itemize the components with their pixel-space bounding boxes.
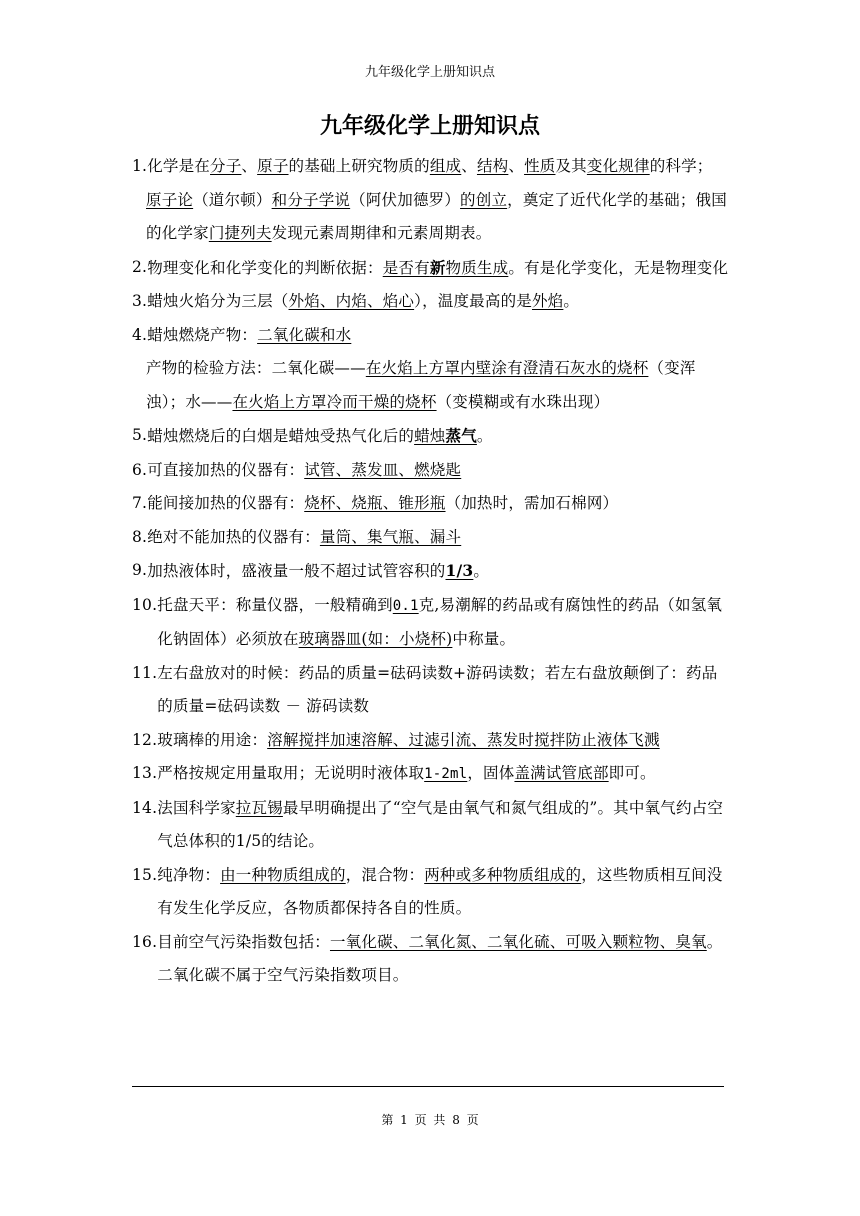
item-number: 7. <box>132 494 148 512</box>
item-number: 13. <box>132 764 158 782</box>
text-run: 绝对不能加热的仪器有： <box>147 527 320 546</box>
key-value: 1-2ml <box>424 766 468 782</box>
item-text <box>157 657 732 724</box>
key-term-bold: 蒸气 <box>445 426 477 445</box>
text-run: 。有是化学变化，无是物理变化 <box>508 258 729 277</box>
item-number: 16. <box>132 932 158 951</box>
key-term: 门捷列夫 <box>208 224 272 242</box>
key-term: 原子论 <box>146 190 194 209</box>
key-value: 0.1 <box>392 597 419 614</box>
key-term-bold: 1/3 <box>445 561 474 580</box>
list-item <box>132 657 732 724</box>
text-run: 目前空气污染指数包括： <box>157 932 330 951</box>
key-term: 由一种物质组成的 <box>220 865 346 884</box>
item-number: 5. <box>132 426 148 444</box>
key-term: 蜡烛 <box>414 427 446 445</box>
item-number: 3. <box>132 292 148 310</box>
item-text <box>147 419 732 454</box>
list-item-continuation <box>132 184 732 251</box>
item-number: 2. <box>132 257 148 276</box>
key-term: 在火焰上方罩内壁涂有澄清石灰水的烧杯 <box>365 359 649 377</box>
key-term: 溶解搅拌加速溶解、过滤引流、蒸发时搅拌防止液体飞溅 <box>267 730 660 749</box>
running-header: 九年级化学上册知识点 <box>364 65 495 80</box>
list-item <box>132 487 732 521</box>
text-run: ，这些物质相互间没有发生化学反应，各物质都保持各自的性质。 <box>157 865 723 917</box>
text-run: 蜡烛火焰分为三层（ <box>147 292 289 310</box>
text-run: （道尔顿） <box>193 190 272 209</box>
text-run: 的科学； <box>649 157 713 175</box>
text-run: 。二氧化碳不属于空气污染指数项目。 <box>157 932 723 984</box>
text-run: 即可。 <box>608 764 656 782</box>
key-term: 是否有 <box>382 258 430 277</box>
key-term: 两种或多种物质组成的 <box>424 865 582 884</box>
footer-divider <box>132 1086 724 1087</box>
text-run: 、 <box>461 157 477 175</box>
list-item <box>132 285 732 319</box>
list-item <box>132 251 732 286</box>
key-term: 组成 <box>429 157 462 175</box>
text-run: 托盘天平：称量仪器，一般精确到 <box>157 595 393 614</box>
text-run: 。 <box>476 427 493 445</box>
list-item-continuation <box>132 352 732 419</box>
text-run: 。 <box>563 292 580 310</box>
list-item <box>132 454 732 488</box>
key-term: 和分子学说 <box>271 190 351 209</box>
text-run: （变模糊或有水珠出现） <box>436 392 610 411</box>
text-run: （阿伏加德罗） <box>350 190 461 209</box>
list-item <box>132 757 732 792</box>
item-text <box>157 724 732 758</box>
list-item <box>132 859 732 926</box>
item-text <box>157 589 732 657</box>
item-number: 12. <box>132 730 158 749</box>
text-run: ，混合物： <box>345 865 425 884</box>
text-run: 、 <box>508 157 525 175</box>
text-run: 纯净物： <box>157 865 221 884</box>
key-term: 拉瓦锡 <box>235 798 283 817</box>
text-run: 左右盘放对的时候：药品的质量=砝码读数+游码读数；若左右盘放颠倒了：药品的质量=砝码读数 － 游码读数 <box>157 663 718 715</box>
text-run: 玻璃棒的用途： <box>157 730 268 749</box>
key-term: 量筒、集气瓶、漏斗 <box>319 527 462 546</box>
text-run: 。 <box>473 562 490 580</box>
text-run: ，固体 <box>467 764 515 782</box>
page-number: 第 1 页 共 8 页 <box>381 1113 479 1127</box>
text-run: 法国科学家 <box>157 798 236 817</box>
text-run: （加热时，需加石棉网） <box>445 494 619 512</box>
text-run: 可直接加热的仪器有： <box>147 460 305 479</box>
item-text <box>157 792 732 859</box>
text-run: 物理变化和化学变化的判断依据： <box>147 258 383 277</box>
text-run: 蜡烛燃烧后的白烟是蜡烛受热气化后的 <box>147 427 415 445</box>
document-title: 九年级化学上册知识点 <box>319 114 540 139</box>
text-run: 中称量。 <box>452 630 516 648</box>
key-term: 结构 <box>476 157 509 175</box>
item-text <box>147 554 732 589</box>
item-text <box>147 319 732 353</box>
item-number: 6. <box>132 460 148 479</box>
item-text <box>147 487 732 521</box>
text-run: ，奠定了近代化学的基础；俄国的化学家 <box>146 190 727 242</box>
key-term: 原子 <box>257 157 289 175</box>
item-number: 8. <box>132 527 148 546</box>
text-run: 加热液体时，盛液量一般不超过试管容积的 <box>147 562 446 580</box>
text-run: 、 <box>241 157 258 175</box>
key-term: 变化规律 <box>586 157 650 175</box>
text-run: （变浑浊）；水—— <box>146 359 696 411</box>
text-run: 产物的检验方法：二氧化碳—— <box>146 359 366 377</box>
key-term: 玻璃器皿(如：小烧杯) <box>298 630 453 648</box>
item-number: 1. <box>132 157 148 175</box>
list-item <box>132 521 732 555</box>
item-number: 14. <box>132 798 158 817</box>
list-item <box>132 150 732 184</box>
list-item <box>132 589 732 657</box>
text-run: 最早明确提出了“空气是由氧气和氮气组成的”。其中氧气约占空气总体积的1/5的结论。 <box>157 798 724 850</box>
text-run: 化学是在 <box>147 157 211 175</box>
list-item <box>132 926 732 993</box>
key-term: 性质 <box>524 157 556 175</box>
item-text <box>157 926 732 993</box>
item-text <box>157 859 732 926</box>
text-run: 能间接加热的仪器有： <box>147 494 305 512</box>
key-term: 外焰、内焰、焰心 <box>288 292 415 310</box>
text-run: 及其 <box>555 157 587 175</box>
item-number: 4. <box>132 325 148 344</box>
item-number: 11. <box>132 663 158 682</box>
item-text <box>157 757 732 792</box>
key-term: 二氧化碳和水 <box>257 325 352 344</box>
item-text <box>147 454 732 488</box>
list-item <box>132 419 732 454</box>
item-text <box>132 184 732 251</box>
item-number: 10. <box>132 595 158 614</box>
key-term: 的创立 <box>460 190 508 209</box>
text-run: 蜡烛燃烧产物： <box>147 325 258 344</box>
item-number: 9. <box>132 561 148 579</box>
item-text <box>147 150 732 184</box>
knowledge-list <box>132 150 732 993</box>
key-term: 外焰 <box>531 292 564 310</box>
list-item <box>132 554 732 589</box>
key-term: 在火焰上方罩冷而干燥的烧杯 <box>232 392 437 411</box>
item-text <box>147 285 732 319</box>
item-text <box>132 352 732 419</box>
item-number: 15. <box>132 865 158 884</box>
list-item <box>132 319 732 353</box>
text-run: 克,易潮解的药品或有腐蚀性的药品（如氢氧化钠固体）必须放在 <box>157 595 723 648</box>
key-term-bold: 新 <box>429 257 446 277</box>
list-item <box>132 724 732 758</box>
key-term: 盖满试管底部 <box>514 764 609 782</box>
key-term: 物质生成 <box>445 258 509 277</box>
item-text <box>147 521 732 555</box>
key-term: 分子 <box>210 157 242 175</box>
text-run: 严格按规定用量取用；无说明时液体取 <box>157 764 425 782</box>
text-run: 发现元素周期律和元素周期表。 <box>271 224 492 242</box>
key-term: 烧杯、烧瓶、锥形瓶 <box>304 494 446 512</box>
key-term: 一氧化碳、二氧化氮、二氧化硫、可吸入颗粒物、臭氧 <box>329 932 707 951</box>
list-item <box>132 792 732 859</box>
item-text <box>147 251 732 286</box>
text-run: 的基础上研究物质的 <box>288 157 430 175</box>
key-term: 试管、蒸发皿、燃烧匙 <box>304 460 462 479</box>
text-run: ），温度最高的是 <box>414 292 532 310</box>
